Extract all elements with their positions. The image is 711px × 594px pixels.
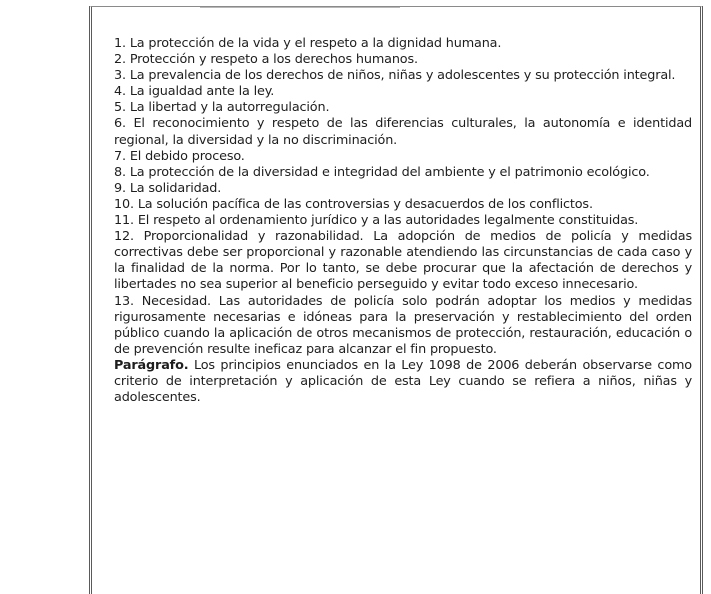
principle-item-9: 9. La solidaridad. [114,180,222,196]
principle-item-12: 12. Proporcionalidad y razonabilidad. La adopción de medios de policía y medidas correctivas debe ser proporcional y razonable atendiendo las circunstancias de cada caso y la finalidad de la norma. Por lo tanto, se debe procurar que la afectación de derechos y libertades no sea superior al beneficio perseguido y evitar todo exceso innecesario. [114,229,692,293]
principle-item-2: 2. Protección y respeto a los derechos humanos. [114,52,418,68]
principle-item-1: 1. La protección de la vida y el respeto a la dignidad humana. [114,36,502,51]
principle-item-7: 7. El debido proceso. [114,148,245,164]
scan-artifact-line [200,7,400,8]
paragraph-label: Parágrafo. [114,357,189,373]
principle-item-6: 6. El reconocimiento y respeto de las diferencias culturales, la autonomía e identidad regional, la diversidad y la no discriminación. [114,116,692,148]
principle-item-4: 4. La igualdad ante la ley. [114,84,275,100]
principle-item-10: 10. La solución pacífica de las controversias y desacuerdos de los conflictos. [114,196,593,212]
principle-item-5: 5. La libertad y la autorregulación. [114,100,330,116]
principle-item-8: 8. La protección de la diversidad e integridad del ambiente y el patrimonio ecológico. [114,164,650,180]
paragraph-note [114,358,692,406]
principle-item-13: 13. Necesidad. Las autoridades de policía solo podrán adoptar los medios y medidas rigurosamente necesarias e idóneas para la preservación y restablecimiento del orden público cuando la aplicación de otros mecanismos de protección, restauración, educación o de prevención resulte ineficaz para alcanzar el fin propuesto. [114,293,692,357]
principle-item-3: 3. La prevalencia de los derechos de niños, niñas y adolescentes y su protección integral. [114,68,676,84]
principles-list [114,36,692,406]
principle-item-11: 11. El respeto al ordenamiento jurídico y a las autoridades legalmente constituidas. [114,213,639,229]
paragraph-text: Los principios enunciados en la Ley 1098 de 2006 deberán observarse como criterio de interpretación y aplicación de esta Ley cuando se refiera a niños, niñas y adolescentes. [114,357,692,406]
